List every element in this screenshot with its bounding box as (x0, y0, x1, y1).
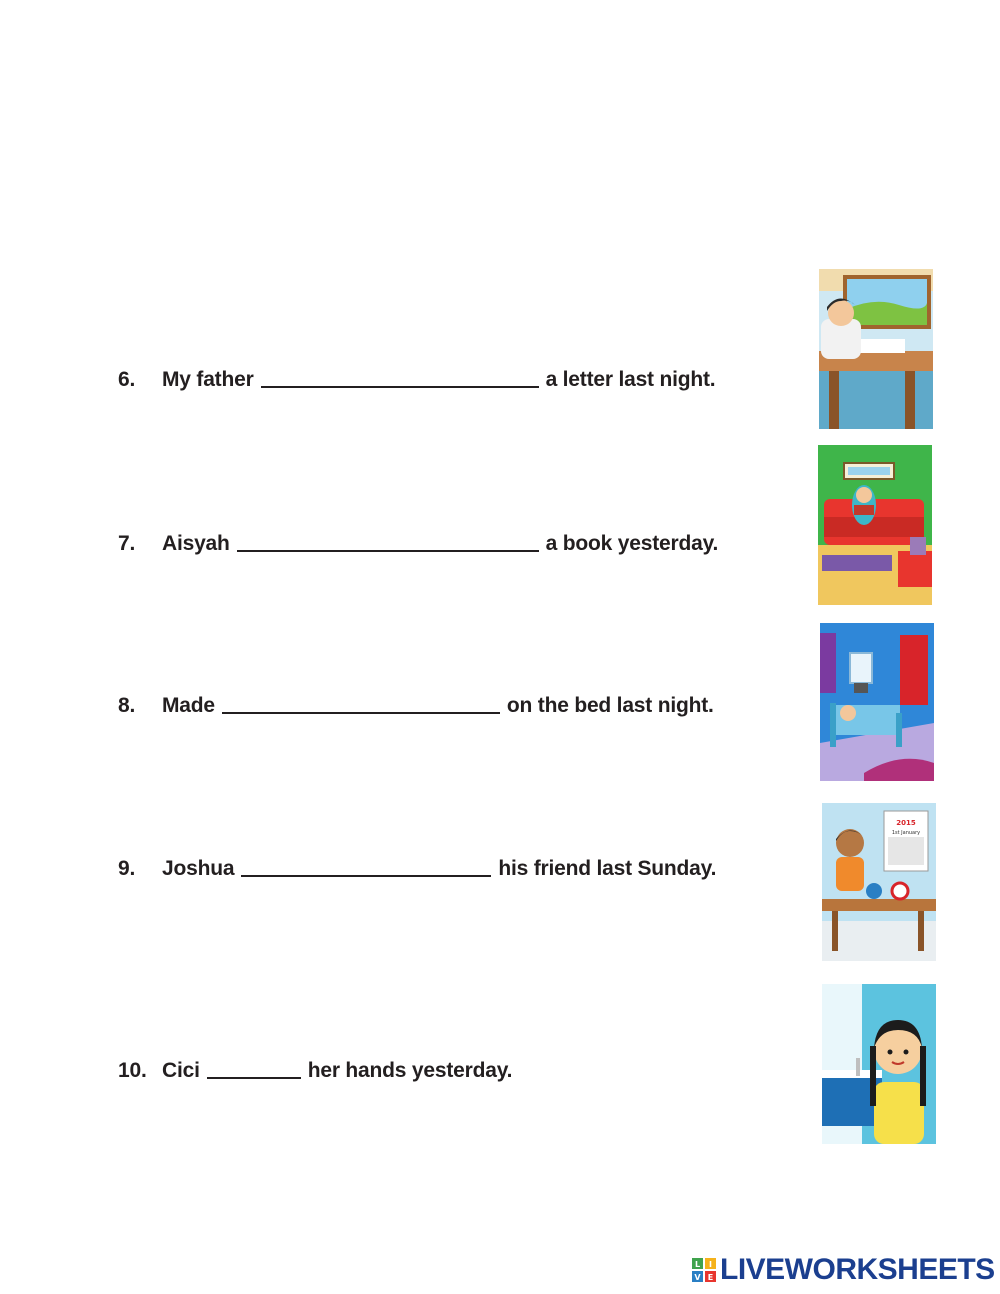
calendar-month: 1st January (891, 830, 921, 836)
question-number: 6. (118, 368, 136, 391)
picture-girl-reading (818, 445, 932, 605)
sentence-end: his friend last Sunday. (498, 857, 717, 880)
answer-blank[interactable] (237, 550, 539, 552)
question-number: 7. (118, 532, 136, 555)
sentence-end: on the bed last night. (506, 694, 714, 717)
sentence-end: a letter last night. (545, 368, 716, 391)
liveworksheets-logo (692, 1254, 995, 1286)
sentence-start: Aisyah (162, 532, 230, 555)
answer-blank[interactable] (222, 712, 500, 714)
brand-name: LIVEWORKSHEETS (720, 1253, 995, 1286)
sentence-end: a book yesterday. (545, 532, 719, 555)
question-number: 10. (118, 1059, 147, 1082)
question-number: 9. (118, 857, 136, 880)
answer-blank[interactable] (207, 1077, 301, 1079)
picture-boy-sleeping (820, 623, 934, 781)
question-6 (118, 352, 715, 392)
svg-text:I: I (709, 1260, 712, 1269)
svg-text:L: L (694, 1260, 701, 1269)
calendar-year: 2015 (896, 819, 916, 827)
question-8 (118, 678, 714, 718)
question-9 (118, 841, 716, 881)
answer-blank[interactable] (241, 875, 491, 877)
svg-text:E: E (707, 1273, 714, 1282)
question-number: 8. (118, 694, 136, 717)
sentence-start: Cici (162, 1059, 200, 1082)
svg-text:V: V (694, 1273, 701, 1282)
sentence-end: her hands yesterday. (307, 1059, 513, 1082)
liveworksheets-mark-icon (692, 1258, 716, 1282)
sentence-start: Made (162, 694, 215, 717)
sentence-start: My father (162, 368, 254, 391)
question-7 (118, 516, 718, 556)
picture-girl-washing (822, 984, 936, 1144)
sentence-start: Joshua (162, 857, 235, 880)
picture-boy-writing (819, 269, 933, 429)
answer-blank[interactable] (261, 386, 539, 388)
question-10 (118, 1043, 512, 1083)
picture-boy-phone (822, 803, 936, 961)
